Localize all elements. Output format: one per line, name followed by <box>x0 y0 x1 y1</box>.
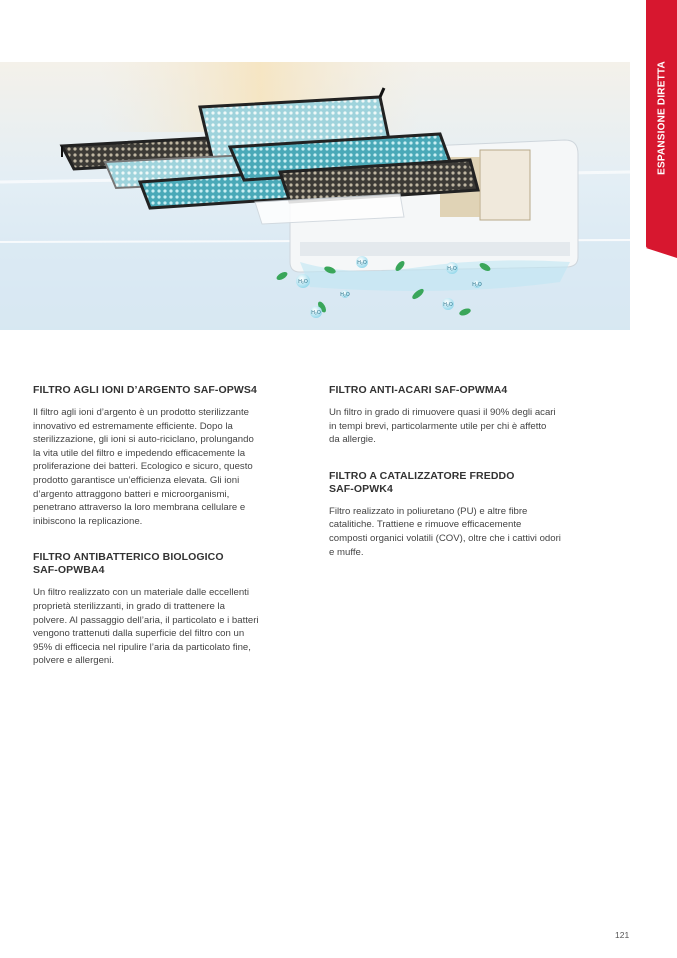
section-tab-label: ESPANSIONE DIRETTA <box>656 61 667 175</box>
right-column <box>329 384 589 582</box>
section-body-silver-ion: Il filtro agli ioni d’argento è un prodotto sterilizzante innovativo ed estremamente efficiente. Dopo la sterilizzazione, gli ioni si auto-riciclano, prolungando la vita utile del filtro e impedendo efficacemente la proliferazione dei batteri. Ecologico e sicuro, questo prodotto garantisce un’efficienza elevata. Gli ioni d’argento attraggono batteri e microorganismi, penetrano attraverso la loro membrana cellulare e inibiscono la replicazione. <box>33 407 254 527</box>
hero-image <box>0 62 630 330</box>
bubble-label: H₂O <box>311 310 321 316</box>
section-body-anti-mite: Un filtro in grado di rimuovere quasi il 90% degli acari in tempi brevi, particolarmente utile per chi è affetto da allergie. <box>329 407 556 446</box>
section-title-anti-mite: FILTRO ANTI-ACARI SAF-OPWMA4 <box>329 384 508 396</box>
bubble-label: H₂O <box>447 266 457 272</box>
air-conditioner-illustration <box>0 62 630 330</box>
section-body-antibacterial: Un filtro realizzato con un materiale dalle eccellenti proprietà sterilizzanti, in grado di trattenere la polvere. Al passaggio dell’aria, il particolato e i batteri vengono trattenuti dalla superficie del filtro con un 95% di efficecia nel ripulire l’aria da particolato fine, polvere e allergeni. <box>33 587 259 667</box>
section-title-antibacterial: FILTRO ANTIBATTERICO BIOLOGICO SAF-OPWBA4 <box>33 551 224 577</box>
bubble-label: H₂O <box>357 260 367 266</box>
section-title-silver-ion: FILTRO AGLI IONI D’ARGENTO SAF-OPWS4 <box>33 384 257 396</box>
bubble-label: H₂O <box>340 292 350 298</box>
bubble-label: H₂O <box>443 302 453 308</box>
bubble-label: H₂O <box>472 282 482 288</box>
section-body-cold-catalyst: Filtro realizzato in poliuretano (PU) e altre fibre catalitiche. Trattiene e rimuove efficacemente composti organici volatili (COV), oltre che i cattivi odori e muffe. <box>329 505 561 558</box>
section-title-cold-catalyst: FILTRO A CATALIZZATORE FREDDO SAF-OPWK4 <box>329 469 515 495</box>
bubble-label: H₂O <box>298 279 308 285</box>
left-column <box>33 384 291 691</box>
section-tab <box>646 0 677 248</box>
page-number: 121 <box>615 930 630 940</box>
